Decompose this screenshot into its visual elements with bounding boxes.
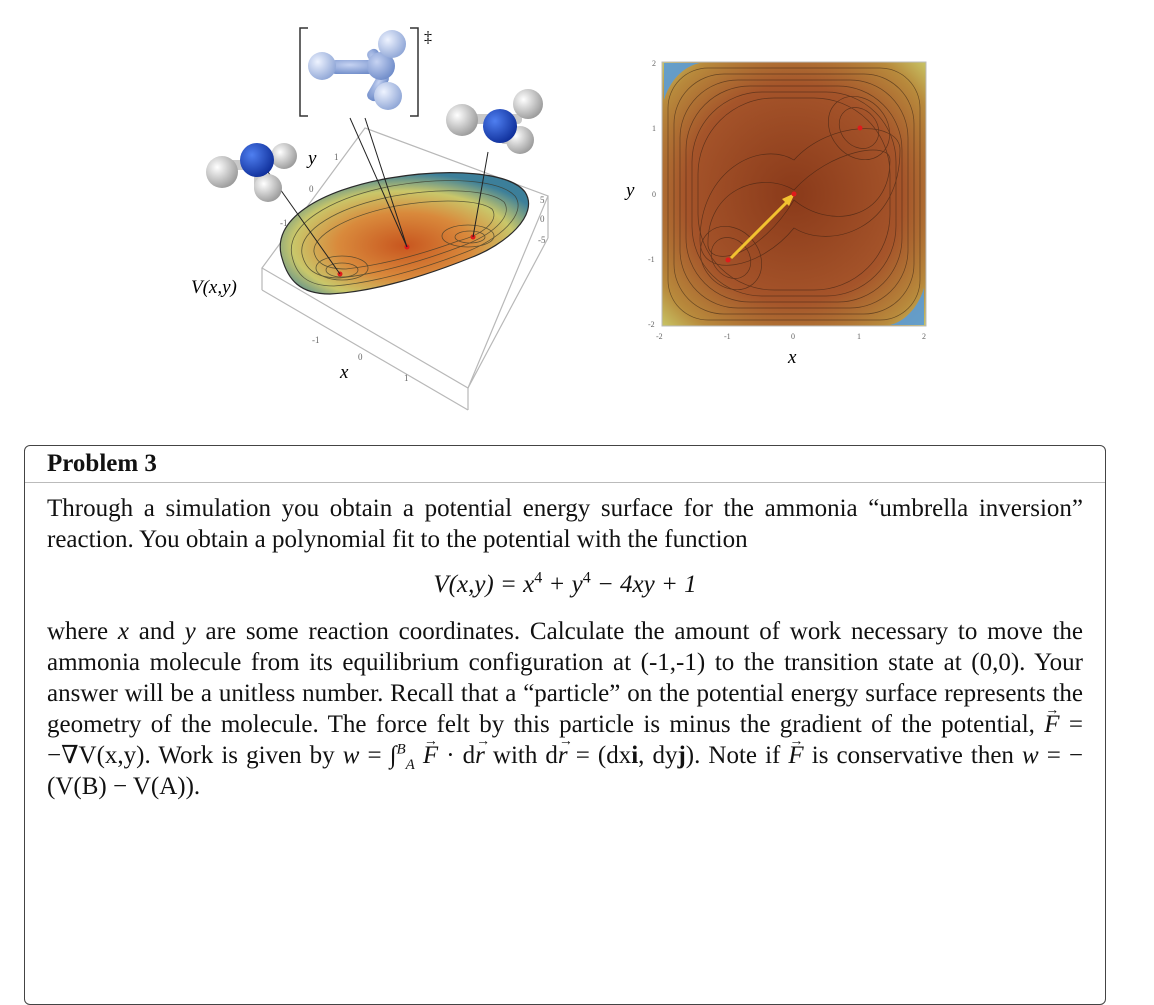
integral-upper: B <box>396 741 406 758</box>
z-tick-label: -5 <box>538 235 546 245</box>
axis-label-x: x <box>340 362 349 383</box>
vector-r: → r <box>558 742 568 769</box>
eq-exponent: 4 <box>534 569 543 587</box>
unit-i: i <box>631 742 639 769</box>
y-tick-label: 1 <box>334 152 339 162</box>
text-run: are some reaction coordinates. Calculate the amount of work necessary to move the ammonia molecule from its equilibrium configuration at (-1,-1) to the transition state at (0,0). Your answer will be a unitless number. Recall that a “particle” on the potential energy surface represents the geometry of the molecule. The force felt by this particle is minus the gradient of the potential, <box>47 618 1084 738</box>
x-tick-label: -1 <box>312 335 320 345</box>
potential-equation <box>47 569 1083 600</box>
figures-svg <box>0 0 1154 420</box>
problem-title: Problem 3 <box>25 446 1105 483</box>
vector-r: → r <box>475 742 485 769</box>
math-w: w <box>1021 742 1039 769</box>
text-run <box>415 742 423 769</box>
contour-point <box>858 126 863 131</box>
problem-paragraph-1: Through a simulation you obtain a potential energy surface for the ammonia “umbrella inversion” reaction. You obtain a polynomial fit to the potential with the function <box>47 495 1083 553</box>
text-run: · d <box>438 742 476 769</box>
vector-F: → F <box>1044 711 1059 738</box>
contour-point <box>792 192 797 197</box>
contour-x-tick: 1 <box>857 332 861 341</box>
double-dagger-mark: ‡ <box>424 29 432 46</box>
eq-exponent: 4 <box>582 569 591 587</box>
contour-axis-label-x: x <box>788 347 797 368</box>
text-run: = − (V(B) − V(A)). <box>47 742 1083 800</box>
eq-part: + y <box>542 571 583 598</box>
eq-part: V(x,y) = x <box>433 571 535 598</box>
y-tick-label: 0 <box>309 184 314 194</box>
vector-F: → F <box>788 742 803 769</box>
figure-area <box>0 0 1154 420</box>
contour-point <box>726 258 731 263</box>
math-w: w <box>342 742 360 769</box>
text-run: = −∇V(x,y). Work is given by <box>47 711 1083 769</box>
contour-plot <box>624 59 926 368</box>
contour-y-tick: -2 <box>648 320 655 329</box>
unit-j: j <box>677 742 686 769</box>
z-tick-label: 0 <box>540 214 545 224</box>
problem-paragraph-2 <box>47 616 1083 802</box>
axis-label-y: y <box>308 148 317 169</box>
text-run: , dy <box>638 742 678 769</box>
z-tick-label: 5 <box>540 195 545 205</box>
contour-y-tick: 1 <box>652 124 656 133</box>
problem-box <box>24 445 1106 1005</box>
integral-lower: A <box>405 757 415 773</box>
contour-x-tick: 2 <box>922 332 926 341</box>
contour-axis-label-y: y <box>626 180 635 201</box>
contour-y-tick: 0 <box>652 190 656 199</box>
vector-F: → F <box>423 742 438 769</box>
text-run: = (dx <box>567 742 632 769</box>
y-tick-label: -1 <box>280 218 288 228</box>
problem-body <box>25 483 1105 802</box>
surface-mesh <box>280 173 528 294</box>
text-run: where <box>47 618 118 645</box>
text-run: is conservative then <box>803 742 1022 769</box>
contour-x-tick: -1 <box>724 332 731 341</box>
contour-x-tick: 0 <box>791 332 795 341</box>
text-run: with d <box>484 742 558 769</box>
integral-sign: = ∫ <box>359 742 397 769</box>
text-run: and <box>128 618 185 645</box>
math-x: x <box>117 618 129 645</box>
text-run: ). Note if <box>685 742 789 769</box>
ammonia-molecule-right <box>446 89 543 154</box>
eq-part: − 4xy + 1 <box>590 571 697 598</box>
transition-state-molecule <box>300 28 432 116</box>
contour-y-tick: -1 <box>648 255 655 264</box>
x-tick-label: 0 <box>358 352 363 362</box>
math-y: y <box>184 618 196 645</box>
axis-label-z: V(x,y) <box>191 277 237 298</box>
contour-x-tick: -2 <box>656 332 663 341</box>
x-tick-label: 1 <box>404 373 409 383</box>
contour-y-tick: 2 <box>652 59 656 68</box>
